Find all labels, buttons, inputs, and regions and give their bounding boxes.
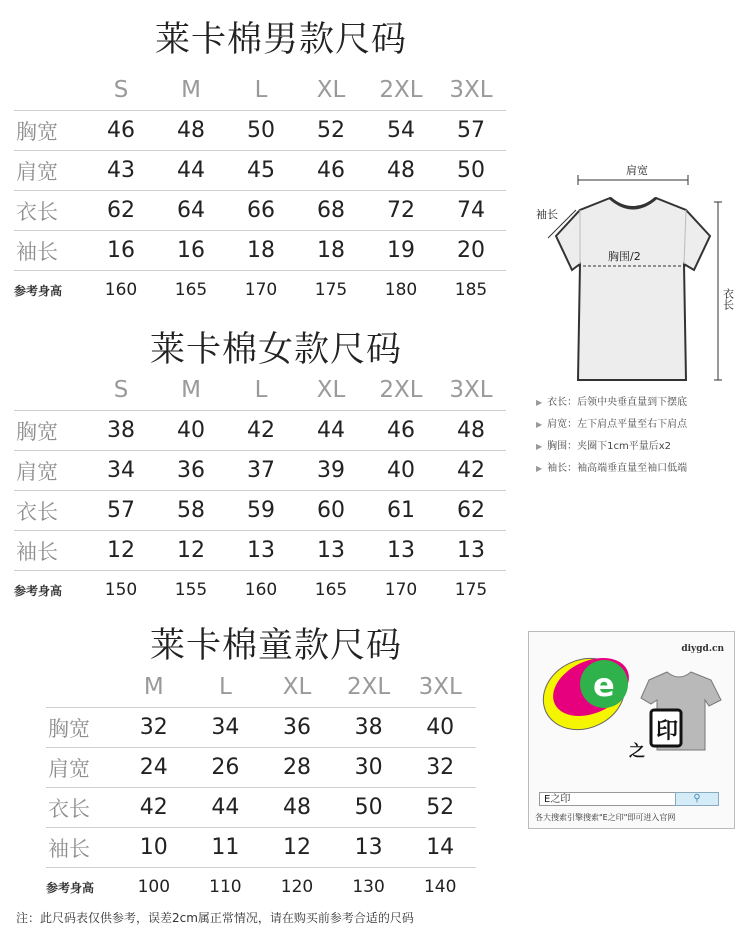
size-value: 175 [436, 571, 506, 610]
size-value: 68 [296, 191, 366, 231]
legend-item: ▶ 衣长：后领中央垂直量到下摆底 [536, 397, 688, 408]
size-header: 3XL [449, 377, 493, 403]
row-label: 肩宽 [14, 451, 86, 491]
size-value: 170 [366, 571, 436, 610]
size-value: 37 [226, 451, 296, 491]
size-value: 34 [86, 451, 156, 491]
size-value: 59 [226, 491, 296, 531]
row-label: 胸宽 [14, 411, 86, 451]
row-label: 参考身高 [46, 868, 118, 907]
size-value: 38 [333, 708, 405, 748]
size-value: 150 [86, 571, 156, 610]
size-value: 58 [156, 491, 226, 531]
size-value: 32 [404, 748, 476, 788]
svg-text:之: 之 [629, 741, 646, 760]
size-value: 16 [86, 231, 156, 271]
size-value: 40 [366, 451, 436, 491]
table-row [46, 868, 476, 907]
size-value: 48 [261, 788, 333, 828]
size-value: 19 [366, 231, 436, 271]
table-row [14, 231, 506, 271]
legend-item: ▶ 肩宽：左下肩点平量至右下肩点 [536, 419, 688, 430]
size-value: 43 [86, 151, 156, 191]
size-value: 64 [156, 191, 226, 231]
table-row [46, 708, 476, 748]
size-value: 16 [156, 231, 226, 271]
size-header: L [254, 77, 268, 103]
size-header: S [113, 77, 129, 103]
triangle-icon: ▶ [536, 420, 543, 429]
size-value: 13 [296, 531, 366, 571]
size-value: 13 [436, 531, 506, 571]
chest-label: 胸围/2 [608, 250, 641, 263]
size-value: 100 [118, 868, 190, 907]
row-label: 肩宽 [46, 748, 118, 788]
triangle-icon: ▶ [536, 398, 543, 407]
women-title: 莱卡棉女款尺码 [150, 330, 403, 370]
legend-item: ▶ 袖长：袖高端垂直量至袖口低端 [536, 463, 688, 474]
brand-logo-icon [529, 632, 734, 782]
size-value: 36 [156, 451, 226, 491]
row-label: 参考身高 [14, 271, 86, 310]
size-value: 165 [156, 271, 226, 310]
size-header: XL [316, 377, 346, 403]
row-label: 衣长 [14, 491, 86, 531]
size-header: L [254, 377, 268, 403]
table-row [14, 111, 506, 151]
size-value: 40 [404, 708, 476, 748]
size-value: 44 [190, 788, 262, 828]
size-header: XL [282, 674, 312, 700]
size-value: 32 [118, 708, 190, 748]
tshirt-icon [528, 158, 750, 390]
size-value: 54 [366, 111, 436, 151]
size-value: 36 [261, 708, 333, 748]
size-header: 2XL [379, 377, 423, 403]
size-value: 13 [333, 828, 405, 868]
size-value: 48 [366, 151, 436, 191]
brand-tip: 各大搜索引擎搜索"E之印"即可进入官网 [535, 813, 676, 822]
table-row [14, 411, 506, 451]
size-value: 39 [296, 451, 366, 491]
size-value: 34 [190, 708, 262, 748]
table-row [14, 271, 506, 310]
size-value: 61 [366, 491, 436, 531]
size-value: 66 [226, 191, 296, 231]
row-label: 肩宽 [14, 151, 86, 191]
table-row [14, 531, 506, 571]
size-value: 11 [190, 828, 262, 868]
size-value: 180 [366, 271, 436, 310]
size-header: 2XL [379, 77, 423, 103]
size-value: 74 [436, 191, 506, 231]
size-value: 14 [404, 828, 476, 868]
size-header: 2XL [346, 674, 391, 700]
triangle-icon: ▶ [536, 442, 543, 451]
size-value: 130 [333, 868, 405, 907]
table-row [14, 451, 506, 491]
size-value: 52 [404, 788, 476, 828]
size-value: 72 [366, 191, 436, 231]
table-row [14, 571, 506, 610]
women-size-table [14, 370, 506, 609]
size-value: 50 [333, 788, 405, 828]
brand-search-input[interactable]: E之印 [539, 792, 719, 806]
length-label: 衣长 [721, 288, 735, 310]
size-value: 48 [436, 411, 506, 451]
size-value: 110 [190, 868, 262, 907]
size-value: 46 [86, 111, 156, 151]
size-header: M [143, 674, 164, 700]
size-value: 12 [156, 531, 226, 571]
brand-url: diygd.cn [681, 644, 724, 654]
size-value: 13 [226, 531, 296, 571]
size-value: 46 [296, 151, 366, 191]
row-label: 参考身高 [14, 571, 86, 610]
search-icon: ⚲ [693, 793, 701, 804]
size-value: 165 [296, 571, 366, 610]
table-row [46, 788, 476, 828]
size-value: 44 [156, 151, 226, 191]
size-value: 185 [436, 271, 506, 310]
footnote: 注：此尺码表仅供参考，误差2cm属正常情况，请在购买前参考合适的尺码 [16, 911, 414, 925]
size-value: 18 [296, 231, 366, 271]
svg-text:印: 印 [656, 719, 679, 744]
row-label: 袖长 [14, 231, 86, 271]
size-value: 38 [86, 411, 156, 451]
size-header: 3XL [449, 77, 493, 103]
triangle-icon: ▶ [536, 464, 543, 473]
size-value: 42 [226, 411, 296, 451]
size-value: 46 [366, 411, 436, 451]
size-value: 155 [156, 571, 226, 610]
tshirt-diagram [528, 158, 750, 390]
sleeve-label: 袖长 [536, 208, 558, 221]
table-row [46, 748, 476, 788]
size-value: 170 [226, 271, 296, 310]
row-label: 衣长 [46, 788, 118, 828]
size-header: M [181, 377, 201, 403]
size-value: 20 [436, 231, 506, 271]
row-label: 袖长 [14, 531, 86, 571]
size-value: 57 [86, 491, 156, 531]
size-value: 52 [296, 111, 366, 151]
size-value: 50 [436, 151, 506, 191]
size-header: XL [316, 77, 346, 103]
size-value: 18 [226, 231, 296, 271]
shoulder-label: 肩宽 [626, 164, 648, 177]
size-value: 175 [296, 271, 366, 310]
size-value: 62 [436, 491, 506, 531]
size-value: 48 [156, 111, 226, 151]
size-value: 12 [261, 828, 333, 868]
size-value: 10 [118, 828, 190, 868]
size-value: 140 [404, 868, 476, 907]
size-value: 12 [86, 531, 156, 571]
size-value: 60 [296, 491, 366, 531]
legend-item: ▶ 胸围：夹圈下1cm平量后x2 [536, 441, 672, 452]
size-value: 62 [86, 191, 156, 231]
row-label: 胸宽 [46, 708, 118, 748]
kids-title: 莱卡棉童款尺码 [150, 626, 403, 666]
brand-box [528, 631, 735, 829]
size-header: S [113, 377, 129, 403]
size-value: 13 [366, 531, 436, 571]
size-value: 160 [226, 571, 296, 610]
size-value: 57 [436, 111, 506, 151]
size-value: 28 [261, 748, 333, 788]
size-value: 26 [190, 748, 262, 788]
size-value: 40 [156, 411, 226, 451]
table-row [14, 191, 506, 231]
table-row [14, 151, 506, 191]
size-value: 50 [226, 111, 296, 151]
size-value: 24 [118, 748, 190, 788]
size-value: 44 [296, 411, 366, 451]
table-row [14, 491, 506, 531]
men-size-table [14, 70, 506, 309]
size-value: 42 [118, 788, 190, 828]
size-header: M [181, 77, 201, 103]
size-value: 45 [226, 151, 296, 191]
row-label: 袖长 [46, 828, 118, 868]
row-label: 衣长 [14, 191, 86, 231]
table-row [46, 828, 476, 868]
men-title: 莱卡棉男款尺码 [155, 20, 408, 60]
size-value: 42 [436, 451, 506, 491]
measurement-legend [536, 392, 687, 480]
search-button[interactable] [675, 792, 719, 806]
size-value: 160 [86, 271, 156, 310]
size-value: 30 [333, 748, 405, 788]
row-label: 胸宽 [14, 111, 86, 151]
size-header: L [218, 674, 232, 700]
kids-size-table [46, 667, 476, 906]
svg-text:e: e [593, 666, 615, 704]
size-header: 3XL [418, 674, 462, 700]
size-value: 120 [261, 868, 333, 907]
